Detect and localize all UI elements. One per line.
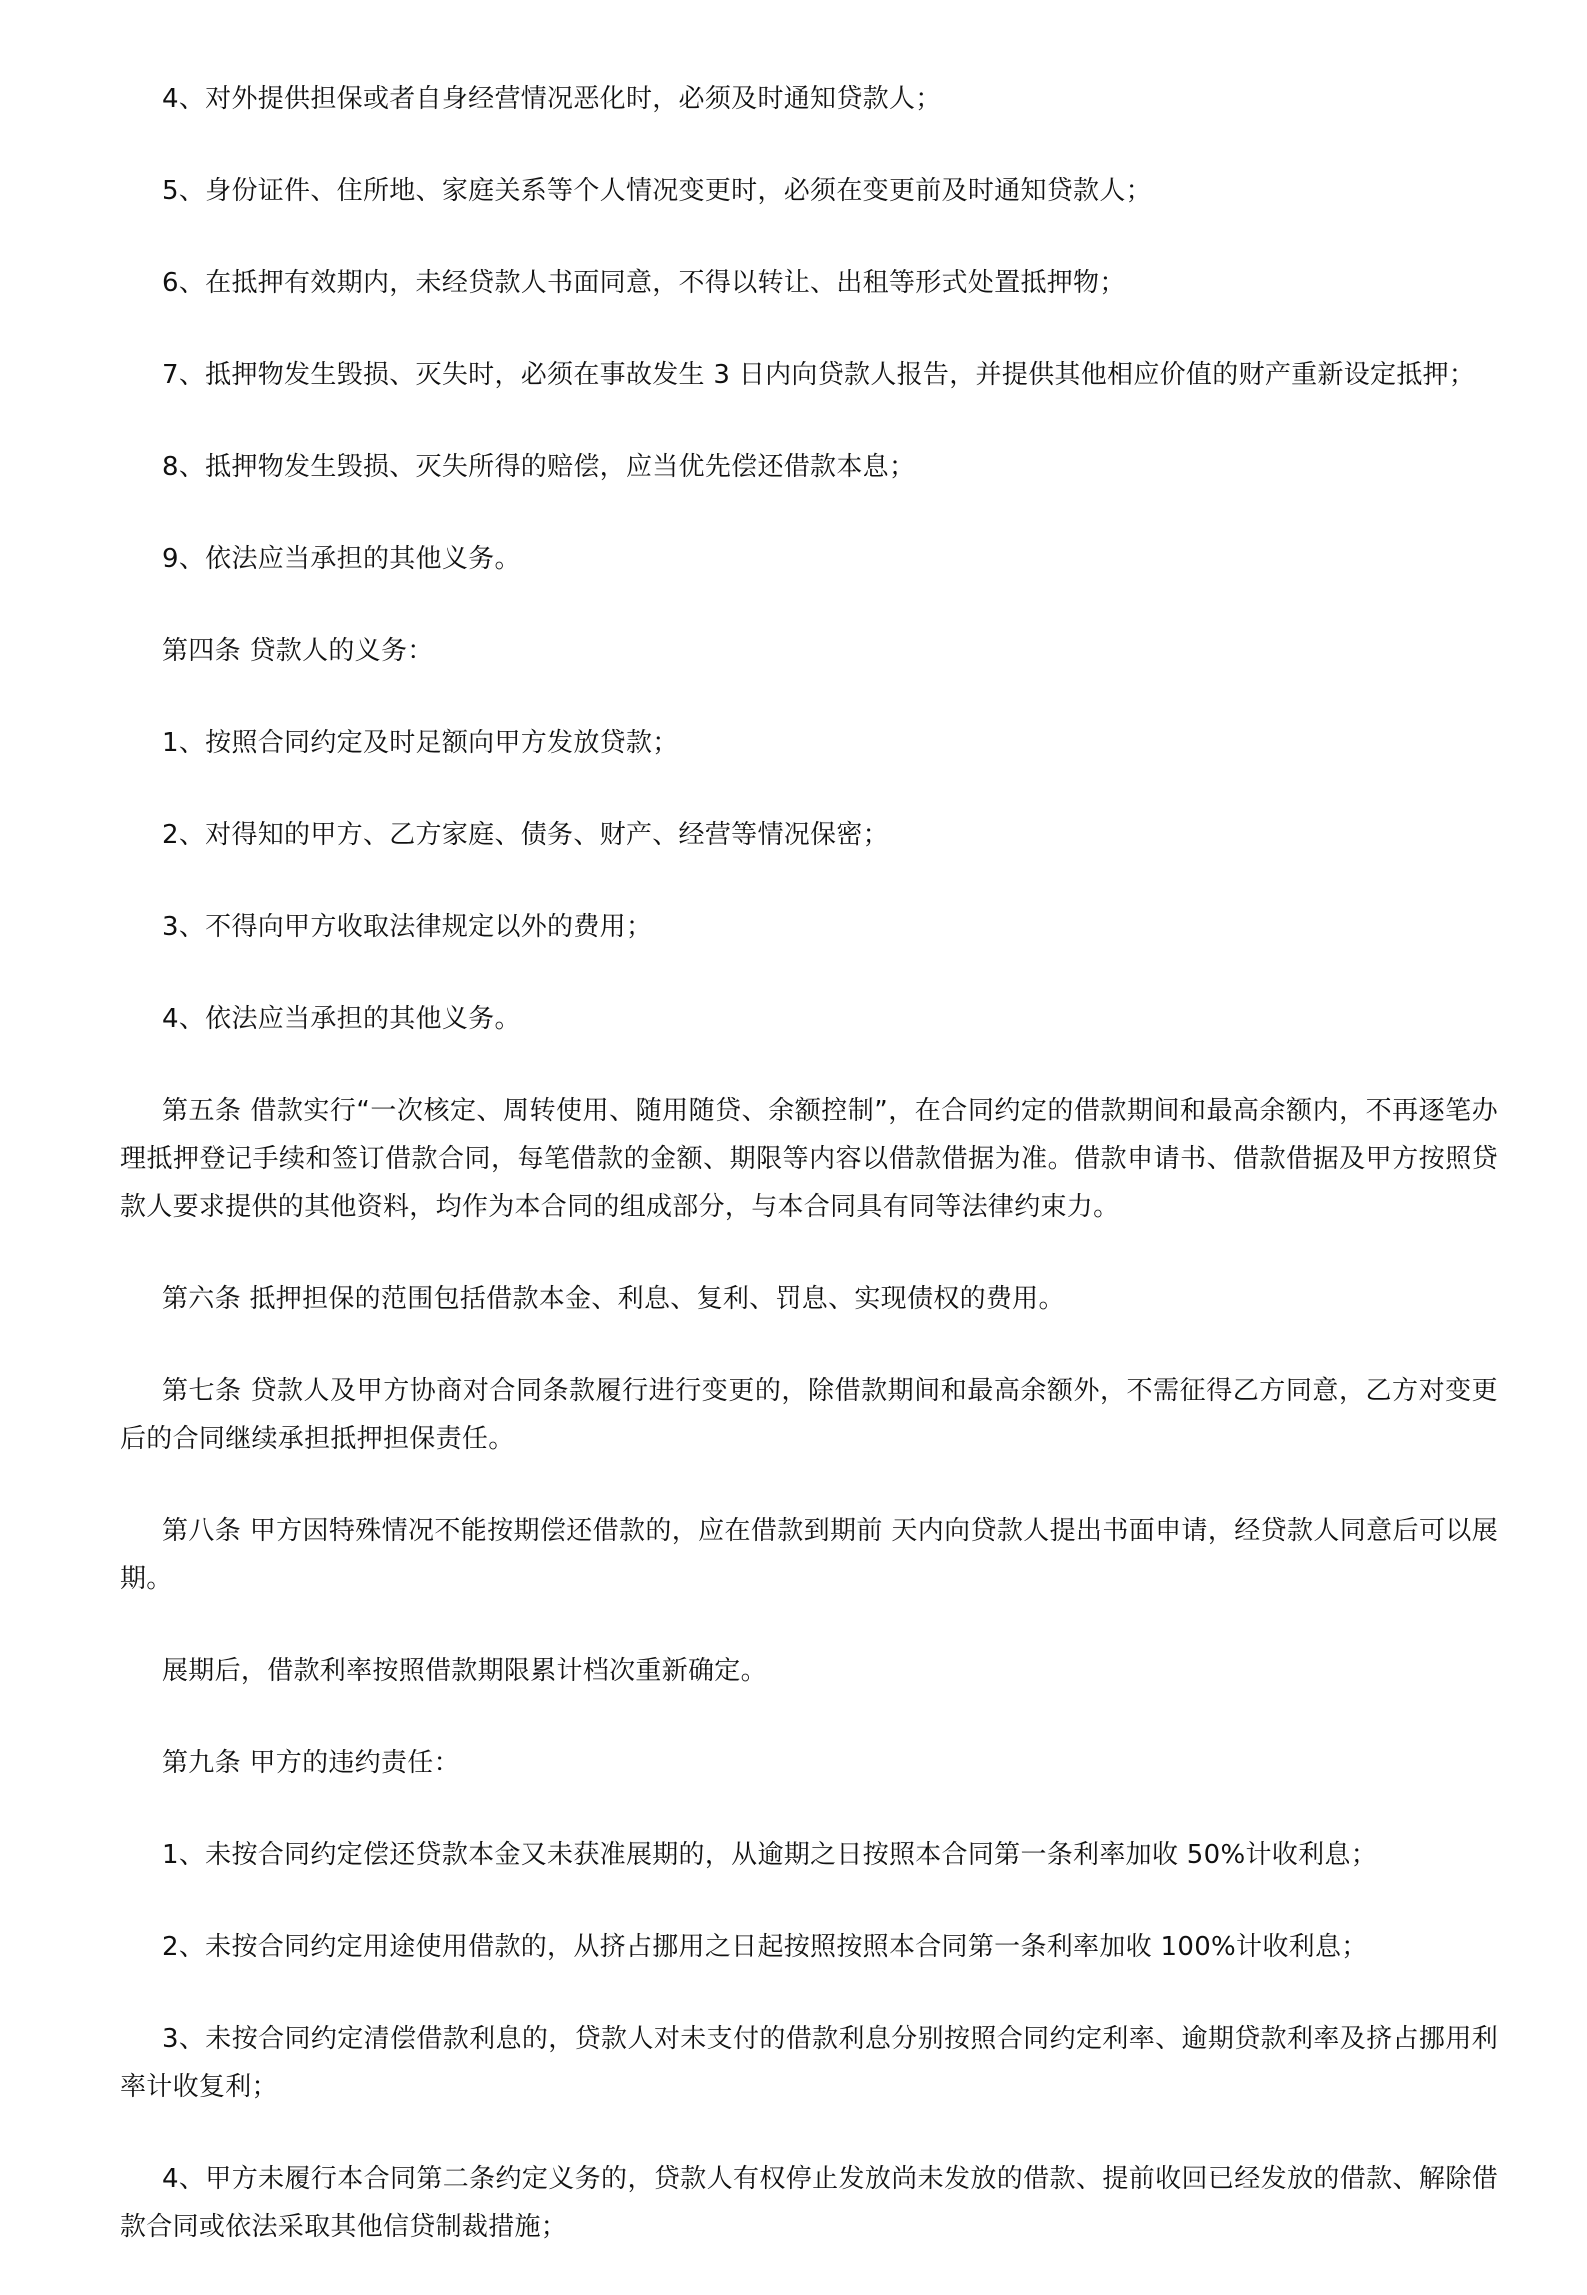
extension-note: 展期后，借款利率按照借款期限累计档次重新确定。 xyxy=(162,1656,767,1686)
clause-3-item-8: 8、抵押物发生毁损、灭失所得的赔偿，应当优先偿还借款本息； xyxy=(162,452,916,482)
clause-9-item-2: 2、未按合同约定用途使用借款的，从挤占挪用之日起按照按照本合同第一条利率加收 100%计收利息； xyxy=(162,1932,1368,1962)
clause-3-item-6: 6、在抵押有效期内，未经贷款人书面同意，不得以转让、出租等形式处置抵押物； xyxy=(162,268,1126,298)
clause-4-item-4: 4、依法应当承担的其他义务。 xyxy=(162,1004,521,1034)
clause-4-item-2: 2、对得知的甲方、乙方家庭、债务、财产、经营等情况保密； xyxy=(162,820,889,850)
clause-4-item-3: 3、不得向甲方收取法律规定以外的费用； xyxy=(162,912,653,942)
clause-4-item-1: 1、按照合同约定及时足额向甲方发放贷款； xyxy=(162,728,679,758)
clause-7: 第七条 贷款人及甲方协商对合同条款履行进行变更的，除借款期间和最高余额外，不需征得乙方同意，乙方对变更后的合同继续承担抵押担保责任。 xyxy=(120,1376,1498,1454)
clause-9-item-1: 1、未按合同约定偿还贷款本金又未获准展期的，从逾期之日按照本合同第一条利率加收 50%计收利息； xyxy=(162,1840,1377,1870)
clause-9-heading: 第九条 甲方的违约责任： xyxy=(162,1748,460,1778)
clause-3-item-9: 9、依法应当承担的其他义务。 xyxy=(162,544,521,574)
clause-3-item-4: 4、对外提供担保或者自身经营情况恶化时，必须及时通知贷款人； xyxy=(162,84,942,114)
clause-3-item-5: 5、身份证件、住所地、家庭关系等个人情况变更时，必须在变更前及时通知贷款人； xyxy=(162,176,1152,206)
clause-9-item-4: 4、甲方未履行本合同第二条约定义务的，贷款人有权停止发放尚未发放的借款、提前收回已经发放的借款、解除借款合同或依法采取其他信贷制裁措施； xyxy=(120,2164,1498,2242)
clause-5: 第五条 借款实行“一次核定、周转使用、随用随贷、余额控制”，在合同约定的借款期间和最高余额内，不再逐笔办理抵押登记手续和签订借款合同，每笔借款的金额、期限等内容以借款借据为准。借款申请书、借款借据及甲方按照贷款人要求提供的其他资料，均作为本合同的组成部分，与本合同具有同等法律约束力。 xyxy=(120,1096,1498,1222)
document-body xyxy=(120,75,1498,2295)
clause-9-item-3: 3、未按合同约定清偿借款利息的，贷款人对未支付的借款利息分别按照合同约定利率、逾期贷款利率及挤占挪用利率计收复利； xyxy=(120,2024,1498,2102)
clause-6: 第六条 抵押担保的范围包括借款本金、利息、复利、罚息、实现债权的费用。 xyxy=(162,1284,1065,1314)
clause-4-heading: 第四条 贷款人的义务： xyxy=(162,636,434,666)
clause-8: 第八条 甲方因特殊情况不能按期偿还借款的，应在借款到期前 天内向贷款人提出书面申请，经贷款人同意后可以展期。 xyxy=(120,1516,1498,1594)
clause-3-item-7: 7、抵押物发生毁损、灭失时，必须在事故发生 3 日内向贷款人报告，并提供其他相应价值的财产重新设定抵押； xyxy=(162,360,1476,390)
